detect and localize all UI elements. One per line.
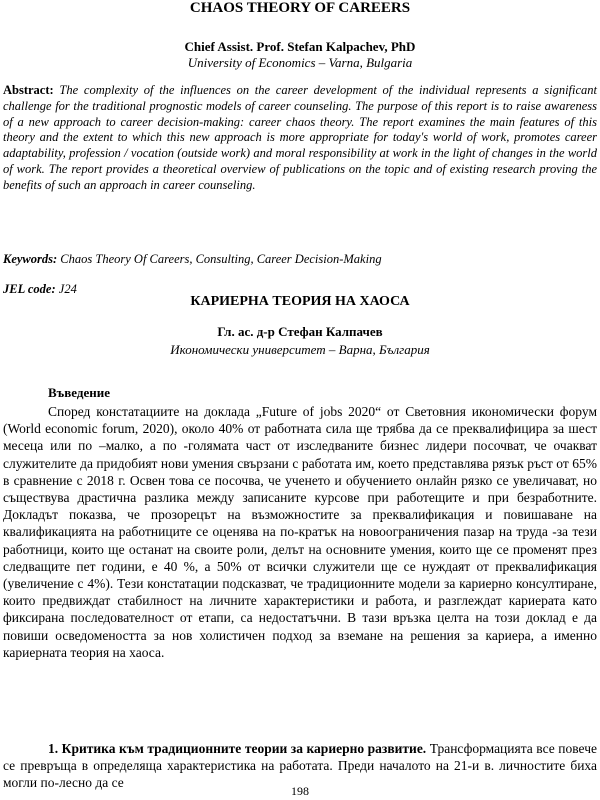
jel-text: J24: [58, 282, 77, 296]
keywords-line: [3, 251, 597, 267]
keywords-label: Keywords:: [3, 252, 58, 266]
abstract-label: Abstract:: [3, 83, 54, 97]
jel-label: JEL code:: [3, 282, 56, 296]
intro-heading: Въведение: [48, 385, 110, 400]
intro-paragraph: Според констатациите на доклада „Future of jobs 2020“ от Световния икономически форум (World economic forum, 2020), около 40% от работната сила ще трябва да се преквалифицира за шест месеца или по –малко, а по -голямата част от изследваните бизнес лидери посочват, че очакват служителите да придобият нови умения свързани с работата им, което представлява рязък ръст от 65% в сравнение с 2018 г. Освен това се посочва, че ученето и обучението онлайн рязко се увеличават, но съществува драстична разлика между записаните курсове при работещите и при безработните. Докладът показва, че прозорецът на възможностите за преквалификация и повишаване на квалификацията на работниците се оценява на по-кратък на новоограничения пазар на труда -за тези работници, които ще останат на своите роли, делът на основните умения, които ще се променят през следващите пет години, е 40 %, а 50% от всички служители ще се нуждаят от преквалификация (увеличение с 4%). Тези констатации подсказват, че традиционните модели за кариерно консултиране, които предвиждат стабилност на личните характеристики и работа, и разглеждат кариерата като фиксирана последователност от етапи, са недостатъчни. В тази връзка целта на този доклад е да повиши осведомеността за нов холистичен подход за вземане на решения за кариера, а именно кариерната теория на хаоса.: [3, 404, 597, 660]
bulgarian-affiliation: Икономически университет – Варна, България: [170, 342, 430, 357]
keywords-text: Chaos Theory Of Careers, Consulting, Career Decision-Making: [60, 252, 382, 266]
page-number: 198: [291, 784, 309, 798]
section-1-text: Трансформацията все повече се превръща в определяща характеристика на работата. Преди началото на 21-и в. личностите биха могли по-лесно да се: [3, 741, 597, 791]
english-affiliation: University of Economics – Varna, Bulgaria: [187, 55, 413, 70]
section-1-title: 1. Критика към традиционните теории за кариерно развитие.: [48, 741, 427, 756]
bulgarian-title: КАРИЕРНА ТЕОРИЯ НА ХАОСА: [190, 294, 410, 309]
english-author: Chief Assist. Prof. Stefan Kalpachev, PhD: [184, 39, 416, 54]
english-title: CHAOS THEORY OF CAREERS: [189, 0, 411, 16]
abstract-text: The complexity of the influences on the career development of the individual represents a significant challenge for the traditional prognostic models of career counseling. The purpose of this report is to raise awareness of a new approach to career decision-making: career chaos theory. The report examines the main features of this theory and the extent to which this new approach is more appropriate for today's world of work, promotes career adaptability, profession / vocation (outside work) and moral responsibility at work in the light of changes in the world of work. The report provides a theoretical overview of publications on the topic and of existing research proving the benefits of such an approach in career counseling.: [3, 83, 598, 192]
bulgarian-author: Гл. ас. д-р Стефан Калпачев: [217, 324, 383, 339]
abstract-paragraph: [3, 83, 597, 194]
